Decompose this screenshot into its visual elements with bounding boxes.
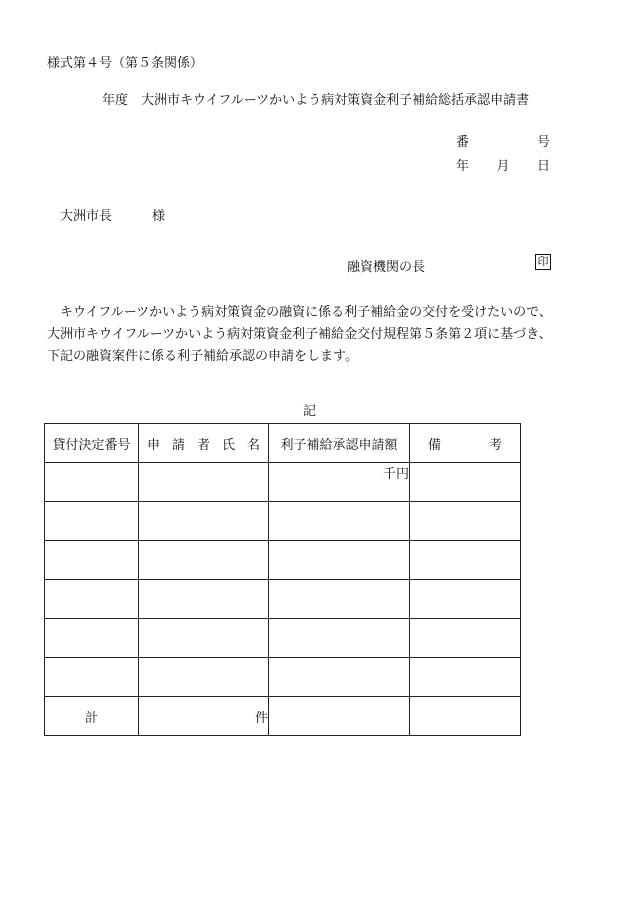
- loan-number-cell[interactable]: [45, 463, 139, 502]
- table-row: [45, 619, 521, 658]
- day-label: 日: [536, 159, 550, 174]
- loan-number-cell[interactable]: [45, 541, 139, 580]
- form-number: 様式第４号（第５条関係）: [47, 56, 204, 71]
- loan-number-cell[interactable]: [45, 619, 139, 658]
- applicant-label: 融資機関の長: [347, 260, 426, 275]
- amount-cell[interactable]: [269, 463, 410, 502]
- remarks-cell[interactable]: [410, 658, 521, 697]
- header-amount: 利子補給承認申請額: [269, 424, 410, 463]
- total-amount-cell[interactable]: [269, 697, 410, 736]
- applicant-name-cell[interactable]: [139, 580, 269, 619]
- amount-cell[interactable]: [269, 619, 410, 658]
- header-remarks: [410, 424, 521, 463]
- remarks-cell[interactable]: [410, 619, 521, 658]
- seal-mark: 印: [535, 254, 551, 270]
- addressee: [60, 205, 165, 224]
- unit-label: 千円: [382, 467, 409, 482]
- header-char: 者: [196, 437, 210, 453]
- header-loan-number: 貸付決定番号: [45, 424, 139, 463]
- table-row: [45, 580, 521, 619]
- table-row: [45, 463, 521, 502]
- applicant-name-cell[interactable]: [139, 463, 269, 502]
- number-left-label: 番: [456, 135, 470, 150]
- date-line: [456, 155, 550, 174]
- year-label: 年: [456, 159, 470, 174]
- total-remarks-cell[interactable]: [410, 697, 521, 736]
- header-char: 名: [246, 437, 260, 453]
- applicant-name-cell[interactable]: [139, 502, 269, 541]
- document-number-line: [456, 131, 550, 150]
- remarks-cell[interactable]: [410, 463, 521, 502]
- table-row: [45, 541, 521, 580]
- body-text: [47, 302, 607, 368]
- applicant-name-cell[interactable]: [139, 541, 269, 580]
- amount-cell[interactable]: [269, 502, 410, 541]
- number-right-label: 号: [536, 135, 550, 150]
- header-applicant-name: [139, 424, 269, 463]
- table-row: [45, 658, 521, 697]
- amount-cell[interactable]: [269, 580, 410, 619]
- table-row: [45, 502, 521, 541]
- amount-cell[interactable]: [269, 658, 410, 697]
- header-char: 考: [488, 437, 502, 453]
- header-char: 備: [428, 437, 442, 453]
- month-label: 月: [496, 159, 510, 174]
- loan-number-cell[interactable]: [45, 502, 139, 541]
- header-char: 申: [147, 437, 161, 453]
- header-char: 請: [171, 437, 185, 453]
- addressee-name: 大洲市長: [60, 209, 113, 224]
- remarks-cell[interactable]: [410, 580, 521, 619]
- total-count-cell[interactable]: [139, 697, 269, 736]
- document-title: 年度 大洲市キウイフルーツかいよう病対策資金利子補給総括承認申請書: [102, 93, 530, 108]
- body-line: 下記の融資案件に係る利子補給承認の申請をします。: [47, 349, 358, 364]
- applicant-name-cell[interactable]: [139, 658, 269, 697]
- header-char: 氏: [221, 437, 235, 453]
- loan-number-cell[interactable]: [45, 580, 139, 619]
- table-total-row: [45, 697, 521, 736]
- body-line: 大洲市キウイフルーツかいよう病対策資金利子補給金交付規程第５条第２項に基づき、: [47, 327, 552, 342]
- loan-number-cell[interactable]: [45, 658, 139, 697]
- addressee-honorific: 様: [152, 209, 166, 224]
- ki-heading: 記: [303, 404, 317, 419]
- count-unit: 件: [254, 710, 268, 726]
- applicant-name-cell[interactable]: [139, 619, 269, 658]
- remarks-cell[interactable]: [410, 502, 521, 541]
- total-label: 計: [45, 697, 139, 736]
- loan-table: [44, 423, 521, 736]
- remarks-cell[interactable]: [410, 541, 521, 580]
- table-header-row: [45, 424, 521, 463]
- amount-cell[interactable]: [269, 541, 410, 580]
- body-line: キウイフルーツかいよう病対策資金の融資に係る利子補給金の交付を受けたいので、: [47, 305, 552, 320]
